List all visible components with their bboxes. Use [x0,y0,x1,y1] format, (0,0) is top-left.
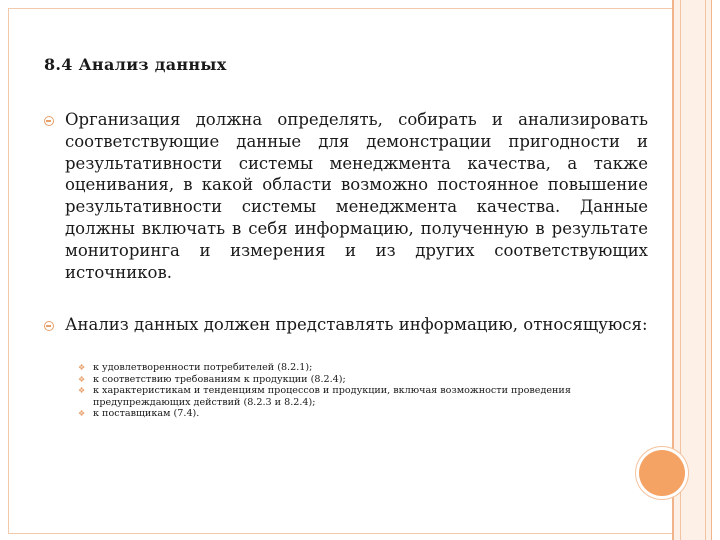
sub-list [78,362,653,420]
rail-inner-lines [680,0,706,540]
list-item-text: к удовлетворенности потребителей (8.2.1); [93,362,313,373]
diamond-bullet-icon: ❖ [78,363,86,372]
diamond-bullet-icon: ❖ [78,374,86,384]
list-item-text: к соответствию требованиям к продукции (8.2.4); [93,373,346,385]
bullet-circle-icon [44,116,54,126]
page-title: 8.4 Анализ данных [44,55,227,74]
list-item [78,385,653,408]
list-item [78,362,653,374]
paragraph-1: Организация должна определять, собирать и анализировать соответствующие данные для демонстрации пригодности и результативности системы менеджмента качества, а также оценивания, в какой области возможно постоянное повышение результативности системы менеджмента качества. Данные должны включать в себя информацию, полученную в результате мониторинга и измерения и из других соответствующих источников. [65,110,648,282]
list-item [78,374,653,386]
diamond-bullet-icon: ❖ [78,386,86,396]
diamond-bullet-icon: ❖ [78,409,86,419]
decorative-circle-icon [639,450,685,496]
paragraph-2: Анализ данных должен представлять информацию, относящуюся: [65,315,648,334]
bullet-circle-icon [44,321,54,331]
list-item-text: к характеристикам и тенденциям процессов и продукции, включая возможности проведения предупреждающих действий (8.2.3 и 8.2.4); [93,385,571,408]
list-item-text: к поставщикам (7.4). [93,408,200,420]
list-item [78,408,653,420]
